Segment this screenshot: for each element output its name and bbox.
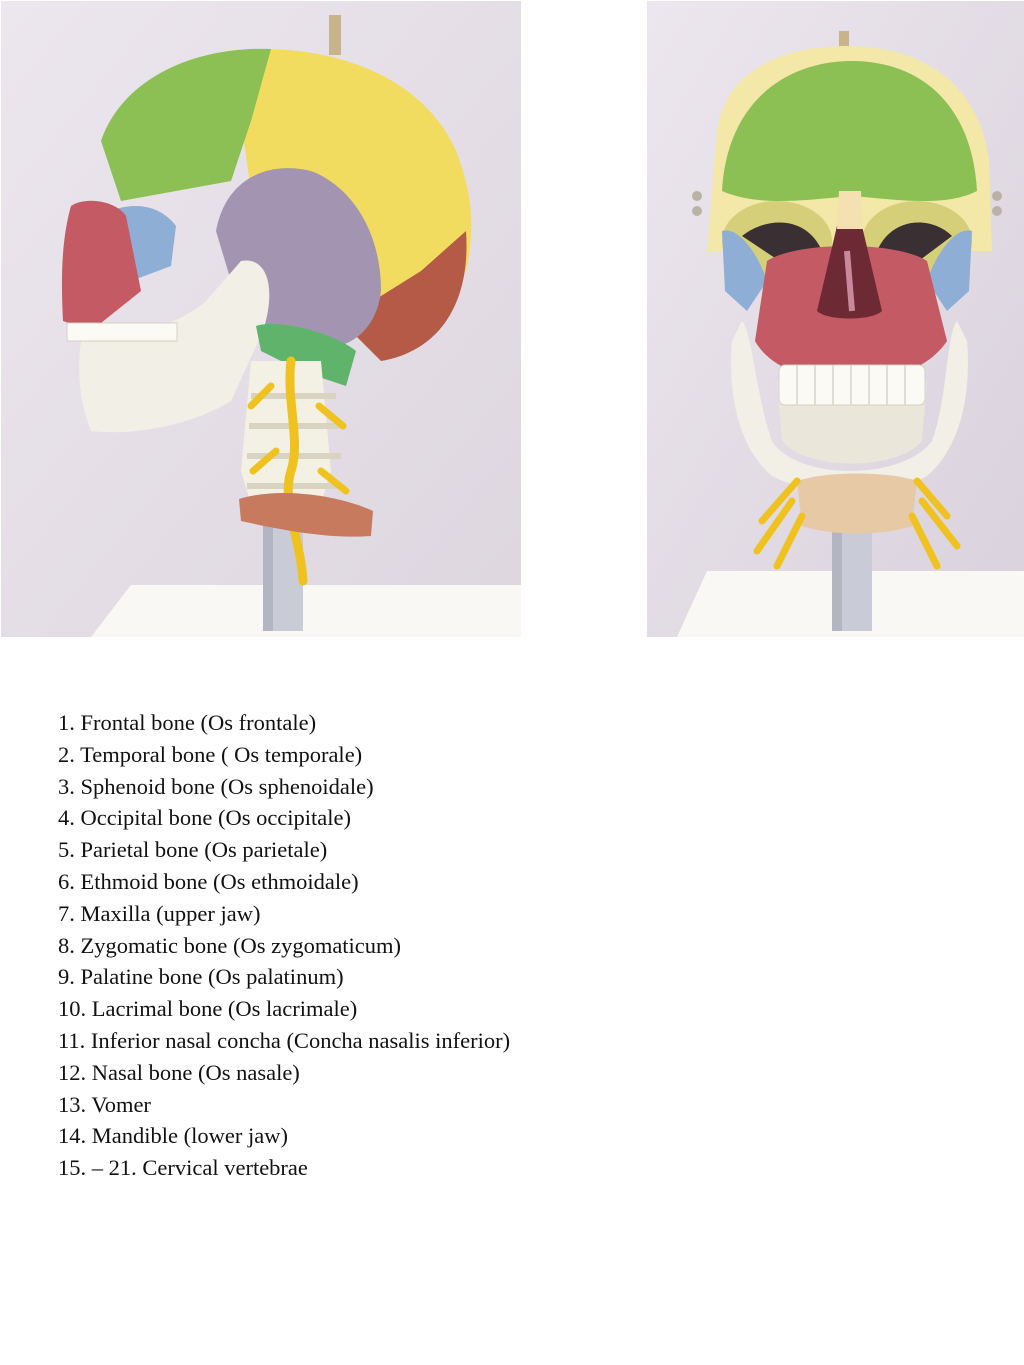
legend-item: 13. Vomer	[58, 1091, 151, 1117]
skull-frontal-illustration	[647, 1, 1024, 637]
skull-lateral-illustration	[1, 1, 521, 637]
legend-item: 12. Nasal bone (Os nasale)	[58, 1059, 300, 1085]
legend-item: 2. Temporal bone ( Os temporale)	[58, 741, 363, 767]
legend-item: 14. Mandible (lower jaw)	[58, 1123, 288, 1149]
legend-item: 5. Parietal bone (Os parietale)	[58, 837, 328, 863]
legend-item: 10. Lacrimal bone (Os lacrimale)	[58, 996, 358, 1022]
skull-lateral-photo	[1, 1, 521, 637]
skull-frontal-photo	[647, 1, 1024, 637]
legend-item: 11. Inferior nasal concha (Concha nasalis inferior)	[58, 1027, 511, 1053]
bone-legend-list	[58, 707, 510, 1184]
legend-item: 7. Maxilla (upper jaw)	[58, 900, 261, 926]
legend-item: 9. Palatine bone (Os palatinum)	[58, 964, 344, 990]
legend-item: 1. Frontal bone (Os frontale)	[58, 710, 317, 735]
legend-item: 8. Zygomatic bone (Os zygomaticum)	[58, 932, 402, 958]
legend-item: 4. Occipital bone (Os occipitale)	[58, 805, 352, 831]
legend-item: 6. Ethmoid bone (Os ethmoidale)	[58, 868, 359, 894]
legend-item: 15. – 21. Cervical vertebrae	[58, 1155, 308, 1181]
legend-item: 3. Sphenoid bone (Os sphenoidale)	[58, 773, 374, 799]
